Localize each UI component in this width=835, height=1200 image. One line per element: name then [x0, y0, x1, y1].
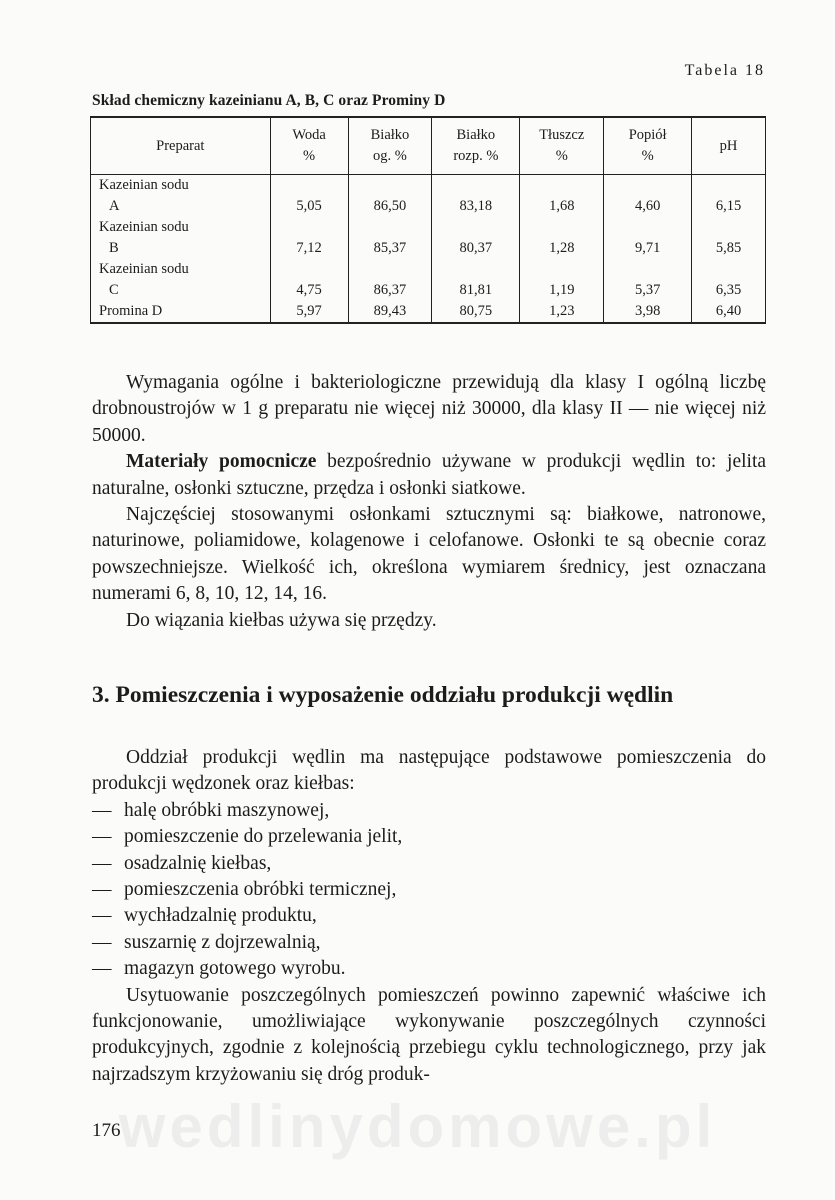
list-item: — wychładzalnię produktu, — [92, 905, 317, 927]
paragraph-auxiliary-materials — [92, 449, 766, 502]
cell-tluszcz: 1,23 — [520, 301, 604, 323]
composition-table — [90, 116, 766, 324]
page-number: 176 — [92, 1120, 121, 1141]
section-heading: 3. Pomieszczenia i wyposażenie oddziału produkcji wędlin — [92, 682, 674, 708]
rooms-list — [92, 798, 766, 983]
header-ph: pH — [692, 117, 766, 175]
list-item: — suszarnię z dojrzewalnią, — [92, 931, 321, 953]
header-woda: Woda % — [270, 117, 348, 175]
row-name: Kazeinian sodu A — [91, 175, 271, 218]
table-row — [91, 301, 766, 323]
cell-bialko-rozp: 80,75 — [432, 301, 520, 323]
table-header-row — [91, 117, 766, 175]
cell-popiol: 5,37 — [604, 259, 692, 301]
term-materialy-pomocnicze: Materiały pomocnicze — [126, 451, 317, 473]
header-bialko-og: Białko og. % — [348, 117, 432, 175]
cell-ph: 6,15 — [692, 175, 766, 218]
cell-ph: 6,40 — [692, 301, 766, 323]
cell-woda: 5,97 — [270, 301, 348, 323]
cell-tluszcz: 1,68 — [520, 175, 604, 218]
cell-bialko-rozp: 83,18 — [432, 175, 520, 218]
row-name: Kazeinian sodu B — [91, 217, 271, 259]
list-item: — pomieszczenie do przelewania jelit, — [92, 826, 403, 848]
cell-bialko-rozp: 81,81 — [432, 259, 520, 301]
cell-bialko-og: 85,37 — [348, 217, 432, 259]
paragraph-twine: Do wiązania kiełbas używa się przędzy. — [126, 609, 437, 631]
cell-popiol: 4,60 — [604, 175, 692, 218]
body-text-upper — [92, 370, 766, 634]
cell-popiol: 3,98 — [604, 301, 692, 323]
cell-woda: 7,12 — [270, 217, 348, 259]
cell-ph: 6,35 — [692, 259, 766, 301]
table-row — [91, 259, 766, 301]
table-caption: Skład chemiczny kazeinianu A, B, C oraz Prominy D — [92, 92, 446, 109]
cell-bialko-og: 86,50 — [348, 175, 432, 218]
cell-popiol: 9,71 — [604, 217, 692, 259]
paragraph-auxiliary-text: bezpośrednio używane w produkcji wędlin to: jelita naturalne, osłonki sztuczne, przędza i osłonki siatkowe. — [92, 451, 767, 499]
paragraph-layout: Usytuowanie poszczególnych pomieszczeń powinno zapewnić właściwe ich funkcjonowanie, umożliwiające wykonywanie poszczególnych czynności produkcyjnych, zgodnie z kolejnością przebiegu cyklu technologicznego, przy jak najrzadszym krzyżowaniu się dróg produk- — [92, 984, 766, 1085]
watermark: wedlinydomowe.pl — [118, 1093, 717, 1160]
header-tluszcz: Tłuszcz % — [520, 117, 604, 175]
cell-ph: 5,85 — [692, 217, 766, 259]
cell-woda: 4,75 — [270, 259, 348, 301]
header-popiol: Popiół % — [604, 117, 692, 175]
header-preparat: Preparat — [91, 117, 271, 175]
paragraph-intro: Oddział produkcji wędlin ma następujące podstawowe pomieszczenia do produkcji wędzonek oraz kiełbas: — [92, 747, 766, 795]
list-item: — halę obróbki maszynowej, — [92, 799, 330, 821]
cell-bialko-og: 86,37 — [348, 259, 432, 301]
body-text-lower — [92, 745, 766, 1088]
row-name: Promina D — [91, 301, 271, 323]
table-row — [91, 217, 766, 259]
cell-woda: 5,05 — [270, 175, 348, 218]
cell-tluszcz: 1,19 — [520, 259, 604, 301]
list-item: — pomieszczenia obróbki termicznej, — [92, 879, 397, 901]
cell-bialko-rozp: 80,37 — [432, 217, 520, 259]
paragraph-requirements: Wymagania ogólne i bakteriologiczne przewidują dla klasy I ogólną liczbę drobnoustrojów w 1 g preparatu nie więcej niż 30000, dla klasy II — nie więcej niż 50000. — [92, 372, 766, 446]
list-item: — magazyn gotowego wyrobu. — [92, 958, 346, 980]
cell-tluszcz: 1,28 — [520, 217, 604, 259]
list-item: — osadzalnię kiełbas, — [92, 852, 272, 874]
table-number-label: Tabela 18 — [684, 62, 765, 79]
row-name: Kazeinian sodu C — [91, 259, 271, 301]
header-bialko-rozp: Białko rozp. % — [432, 117, 520, 175]
paragraph-casings: Najczęściej stosowanymi osłonkami sztucznymi są: białkowe, natronowe, naturinowe, poliamidowe, kolagenowe i celofanowe. Osłonki te są obecnie coraz powszechniejsze. Wielkość ich, określona wymiarem średnicy, jest oznaczana numerami 6, 8, 10, 12, 14, 16. — [92, 504, 766, 605]
table-row — [91, 175, 766, 218]
cell-bialko-og: 89,43 — [348, 301, 432, 323]
